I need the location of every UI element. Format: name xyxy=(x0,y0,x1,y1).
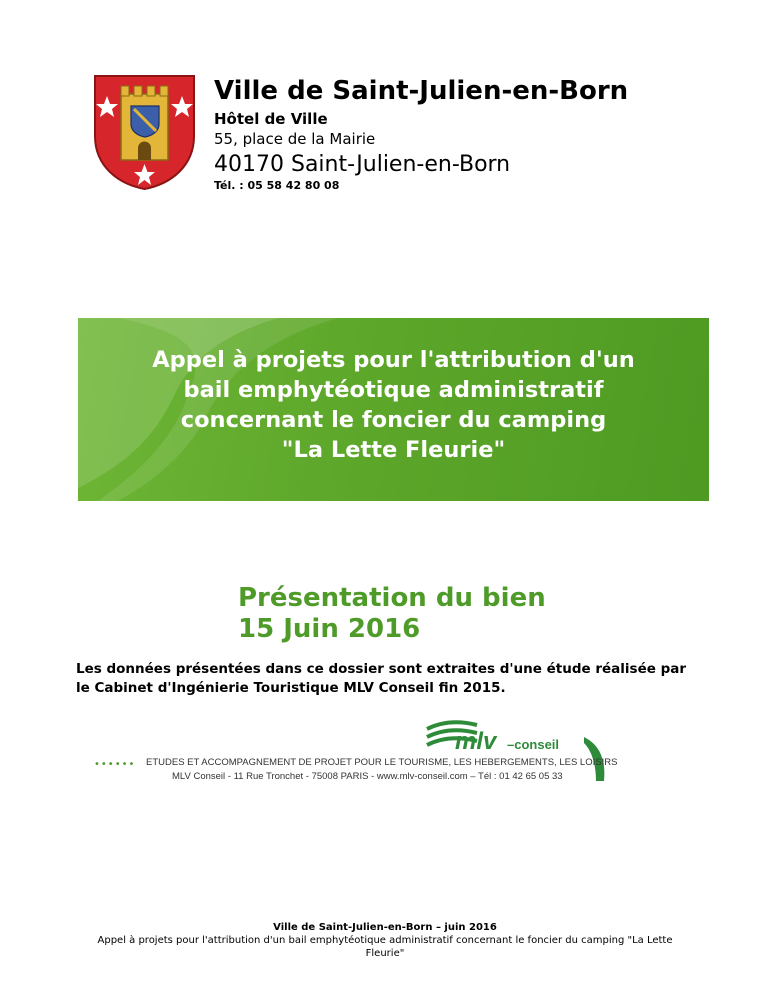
source-note: Les données présentées dans ce dossier sont extraites d'une étude réalisée par le Cabinet d'Ingénierie Touristique MLV Conseil fin 2015. xyxy=(76,661,687,696)
page-footer xyxy=(90,921,680,960)
title-banner xyxy=(78,318,709,501)
banner-line: Appel à projets pour l'attribution d'un xyxy=(152,347,635,373)
hotel-de-ville: Hôtel de Ville xyxy=(214,110,328,128)
footer-line-1: Ville de Saint-Julien-en-Born – juin 2016 xyxy=(273,922,497,933)
street-address: 55, place de la Mairie xyxy=(214,130,376,148)
mlv-tagline: ETUDES ET ACCOMPAGNEMENT DE PROJET POUR LE TOURISME, LES HEBERGEMENTS, LES LOISIRS xyxy=(146,757,618,768)
letterhead xyxy=(214,76,628,193)
mlv-dots: •••••• xyxy=(94,759,136,770)
banner-line: "La Lette Fleurie" xyxy=(281,437,506,463)
mlv-logo-suffix: –conseil xyxy=(507,737,560,752)
banner-line: bail emphytéotique administratif xyxy=(183,377,604,403)
footer-line-2: Appel à projets pour l'attribution d'un bail emphytéotique administratif concernant le foncier du camping "La Lette Fleurie" xyxy=(97,935,673,959)
mlv-contact: MLV Conseil - 11 Rue Tronchet - 75008 PARIS - www.mlv-conseil.com – Tél : 01 42 65 05 33 xyxy=(172,771,563,782)
banner-line: concernant le foncier du camping xyxy=(180,407,607,433)
city-name: Ville de Saint-Julien-en-Born xyxy=(214,76,629,106)
presentation-heading xyxy=(238,583,546,645)
telephone: Tél. : 05 58 42 80 08 xyxy=(214,179,340,192)
coat-of-arms-icon xyxy=(93,74,196,190)
banner-title xyxy=(78,345,709,465)
mlv-conseil-logo xyxy=(425,719,585,755)
zip-city: 40170 Saint-Julien-en-Born xyxy=(214,152,511,177)
mlv-logo-text: mlv xyxy=(455,728,497,755)
presentation-title: Présentation du bien xyxy=(238,583,546,613)
presentation-date: 15 Juin 2016 xyxy=(238,614,421,644)
